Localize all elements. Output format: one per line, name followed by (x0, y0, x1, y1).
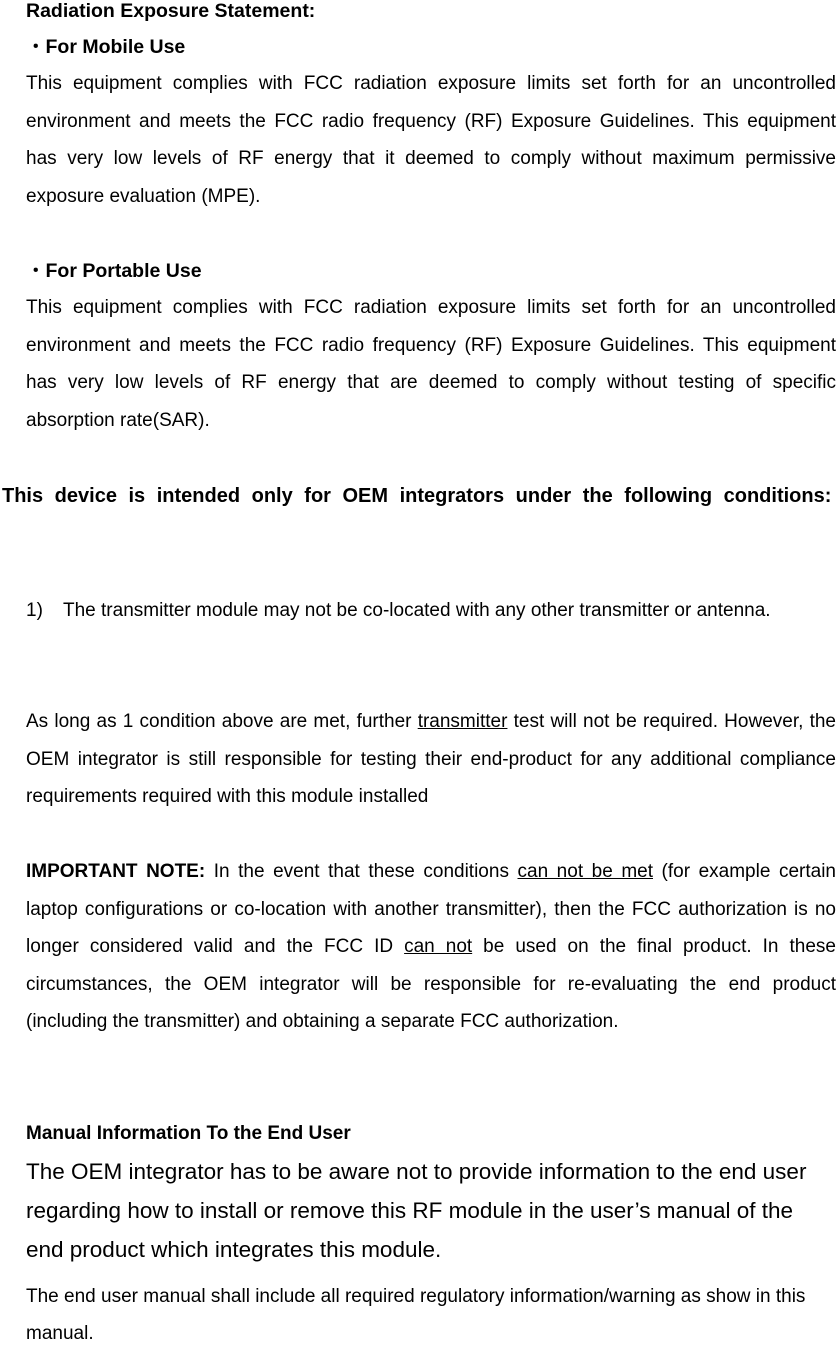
manual-info-heading: Manual Information To the End User (26, 1123, 351, 1144)
important-note-paragraph (26, 853, 836, 1041)
manual-info-large-text: The OEM integrator has to be aware not to provide information to the end user regarding how to install or remove this RF module in the user’s manual of the end product which integrates this module. (26, 1159, 807, 1262)
important-note-label: IMPORTANT NOTE: (26, 861, 206, 882)
oem-conditions-statement: This device is intended only for OEM integrators under the following conditions: (2, 485, 832, 507)
important-note-part3: be used on the final product. In these circumstances, the OEM integrator will be responsible for re-evaluating the end product (including the transmitter) and obtaining a separate FCC authorization. (26, 936, 836, 1032)
condition-number: 1) (26, 600, 43, 621)
portable-use-paragraph: This equipment complies with FCC radiation exposure limits set forth for an uncontrolled environment and meets the FCC radio frequency (RF) Exposure Guidelines. This equipment has very low levels of RF energy that are deemed to comply without testing of specific absorption rate(SAR). (26, 297, 836, 431)
mobile-use-paragraph: This equipment complies with FCC radiation exposure limits set forth for an uncontrolled environment and meets the FCC radio frequency (RF) Exposure Guidelines. This equipment has very low levels of RF energy that it deemed to comply without maximum permissive exposure evaluation (MPE). (26, 73, 836, 207)
can-not-underlined: can not (404, 936, 473, 957)
further-text-before: As long as 1 condition above are met, further (26, 711, 418, 732)
radiation-statement-title: Radiation Exposure Statement: (26, 0, 316, 22)
condition-text: The transmitter module may not be co-located with any other transmitter or antenna. (63, 600, 771, 621)
transmitter-underlined: transmitter (417, 711, 508, 732)
mobile-use-heading: ・For Mobile Use (26, 36, 186, 58)
further-text-after: test will not be required. However, the OEM integrator is still responsible for testing their end-product for any additional compliance requirements required with this module installed (26, 711, 836, 807)
important-note-part2: (for example certain laptop configurations or co-location with another transmitter), then the FCC authorization is no longer considered valid and the FCC ID (26, 861, 836, 957)
further-testing-paragraph (26, 703, 836, 816)
important-note-part1: In the event that these conditions (205, 861, 518, 882)
manual-info-small-text: The end user manual shall include all required regulatory information/warning as show in this manual. (26, 1286, 806, 1344)
can-not-be-met-underlined: can not be met (517, 861, 653, 882)
portable-use-heading: ・For Portable Use (26, 260, 202, 282)
